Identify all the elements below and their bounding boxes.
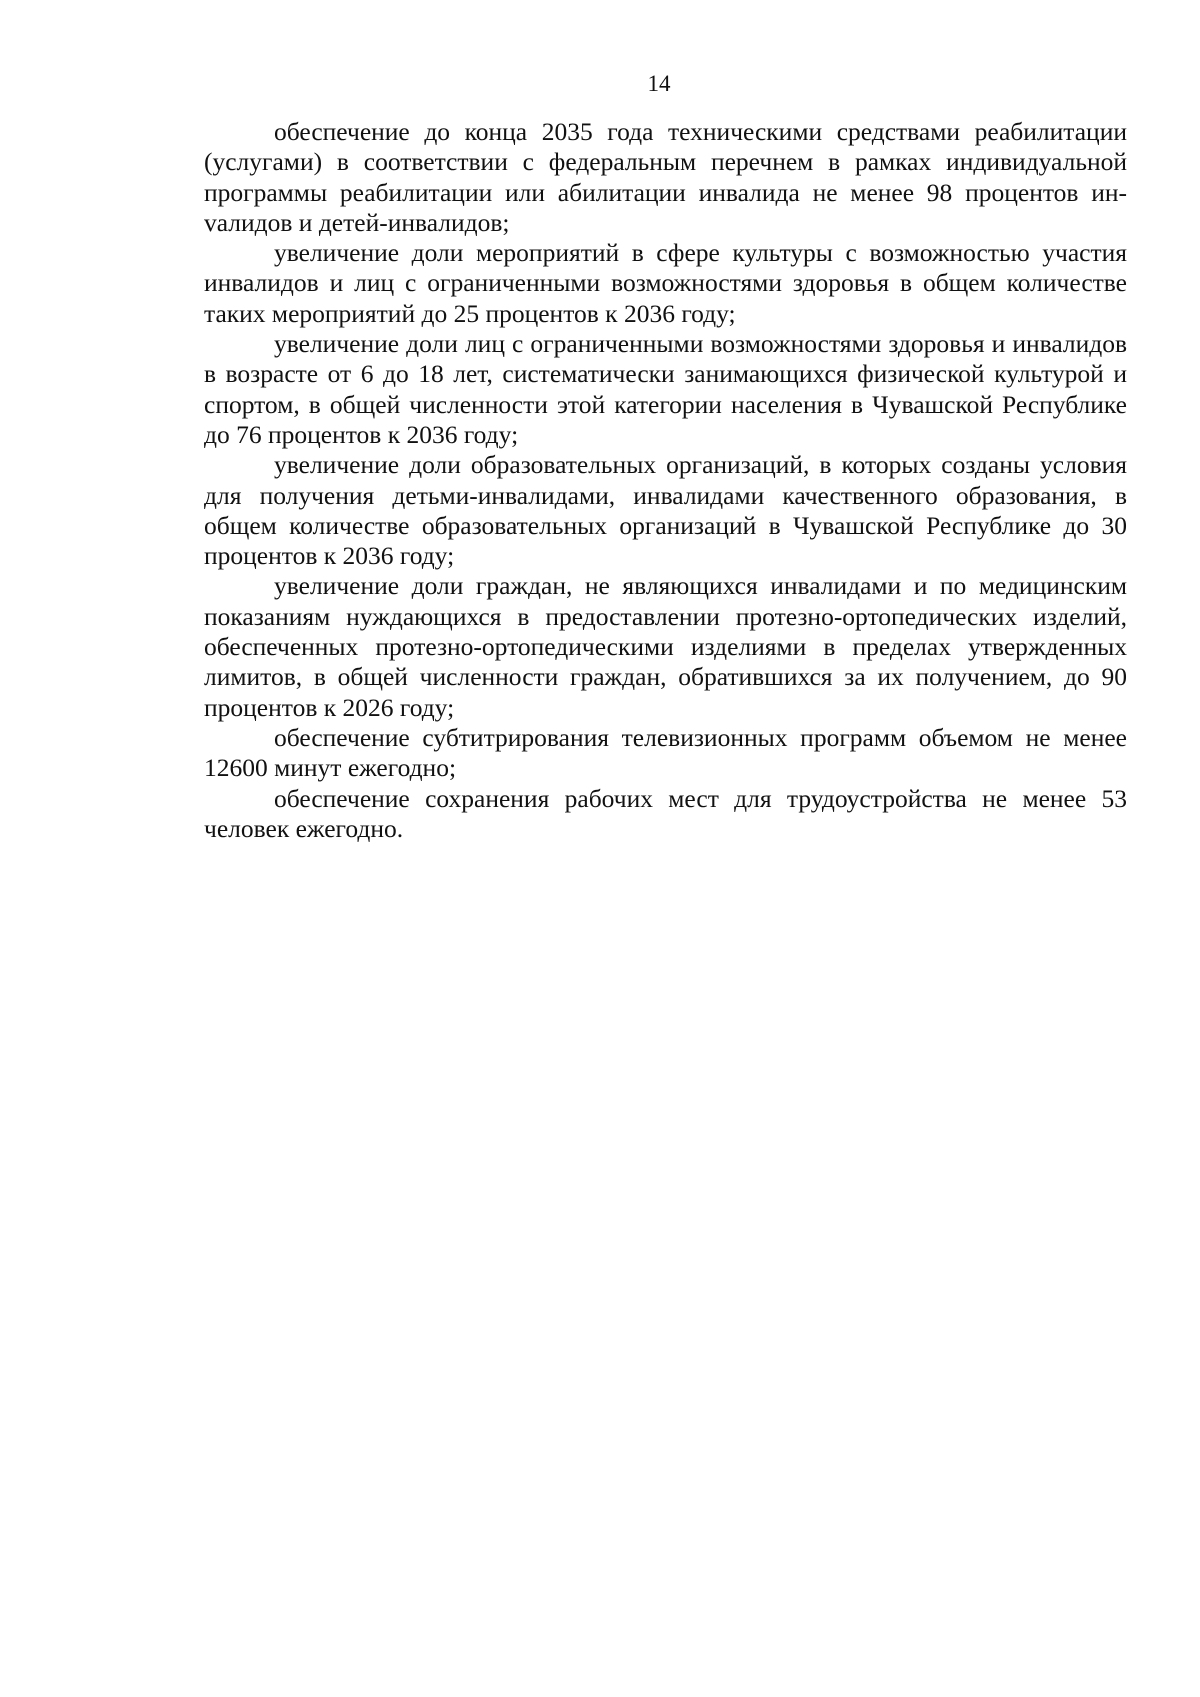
paragraph-sports-participation: увеличение доли лиц с ограниченными возможностями здоровья и инвалидов в возрасте от 6 до 18 лет, систематически занимающихся физической культурой и спортом, в общей численности этой категории населения в Чувашской Республике до 76 процентов к 2036 году; (204, 329, 1127, 449)
paragraph-prosthetic-products: увеличение доли граждан, не являющихся инвалидами и по медицинским показаниям нуждающихся в предоставлении протезно-ортопедических изделий, обеспеченных протезно-ортопедическими изделиями в пределах утвержденных лимитов, в общей численности граждан, обратившихся за их получением, до 90 процентов к 2026 году; (204, 571, 1127, 722)
paragraph-tv-subtitles: обеспечение субтитрирования телевизионных программ объемом не менее 12600 минут ежегодно; (204, 722, 1127, 783)
paragraph-education-organizations: увеличение доли образовательных организаций, в которых созданы условия для получения детьми-инвалидами, инвалидами качественного образования, в общем количестве образовательных организаций в Чувашской Республике до 30 процентов к 2036 году; (204, 450, 1127, 571)
document-body (204, 117, 1127, 844)
page-number: 14 (647, 71, 671, 96)
paragraph-tech-rehabilitation: обеспечение до конца 2035 года техническими средствами реабилитации (услугами) в соответствии с федеральным перечнем в рамках индивидуальной программы реабилитации или абилитации инвалида не менее 98 процентов инvалидов и детей-инвалидов; (204, 117, 1127, 237)
paragraph-workplaces: обеспечение сохранения рабочих мест для трудоустройства не менее 53 человек ежегодно. (204, 783, 1127, 843)
paragraph-culture-events: увеличение доли мероприятий в сфере культуры с возможностью участия инвалидов и лиц с ограниченными возможностями здоровья в общем количестве таких мероприятий до 25 процентов к 2036 году; (204, 238, 1127, 328)
